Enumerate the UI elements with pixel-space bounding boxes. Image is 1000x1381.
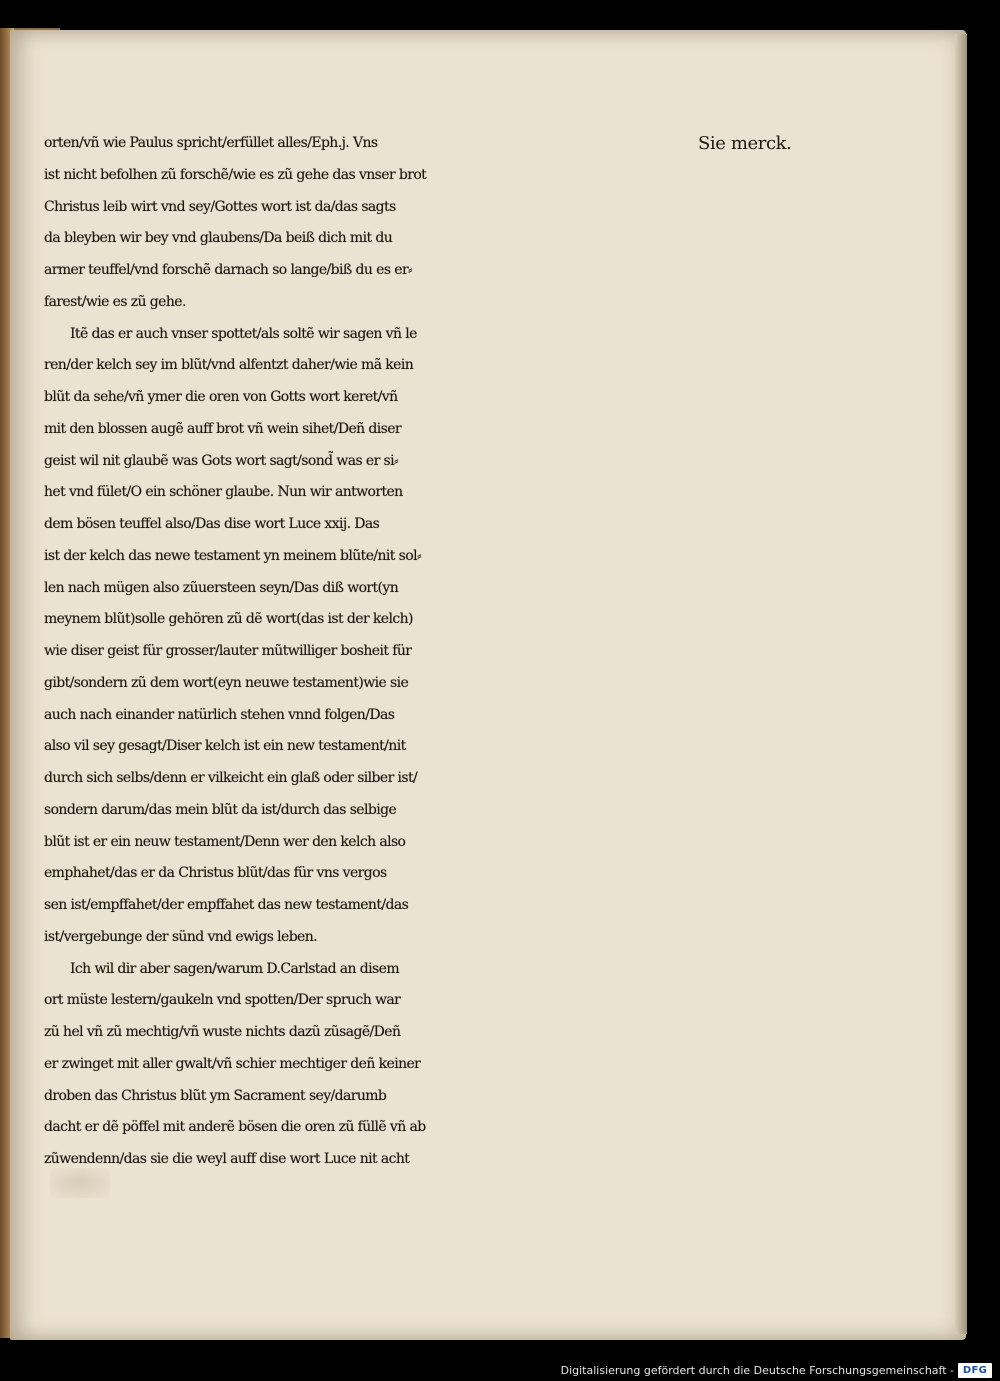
text-line: sondern darum/das mein blũt da ist/durch das selbige bbox=[44, 801, 397, 818]
text-line: droben das Christus blũt ym Sacrament sey/darumb bbox=[44, 1087, 387, 1104]
text-line: Itẽ das er auch vnser spottet/als soltẽ wir sagen vñ le bbox=[70, 325, 417, 342]
page-smudge bbox=[50, 1168, 110, 1198]
text-line: also vil sey gesagt/Diser kelch ist ein new testament/nit bbox=[44, 738, 406, 755]
text-line: Ich wil dir aber sagen/warum D.Carlstad an disem bbox=[70, 960, 399, 977]
text-line: dem bösen teuffel also/Das dise wort Luce xxij. Das bbox=[44, 516, 380, 532]
text-line: emphahet/das er da Christus blũt/das für vns vergos bbox=[44, 865, 387, 882]
text-line: ren/der kelch sey im blũt/vnd alfentzt daher/wie mã kein bbox=[44, 357, 414, 374]
marginal-note: Sie merck. bbox=[698, 133, 792, 154]
text-line: armer teuffel/vnd forschẽ darnach so lange/biß du es er⸗ bbox=[44, 262, 413, 278]
text-line: dacht er dẽ pöffel mit anderẽ bösen die oren zũ füllẽ vñ ab bbox=[44, 1119, 426, 1136]
text-line: wie diser geist für grosser/lauter mũtwilliger bosheit für bbox=[44, 643, 412, 659]
text-line: zũ hel vñ zũ mechtig/vñ wuste nichts dazũ zũsagẽ/Deñ bbox=[44, 1024, 401, 1040]
text-line: gibt/sondern zũ dem wort(eyn neuwe testament)wie sie bbox=[44, 674, 409, 691]
text-line: ist der kelch das newe testament yn meinem blũte/nit sol⸗ bbox=[44, 547, 422, 564]
text-line: da bleyben wir bey vnd glaubens/Da beiß dich mit du bbox=[44, 230, 393, 247]
text-line: durch sich selbs/denn er vilkeicht ein glaß oder silber ist/ bbox=[44, 770, 418, 786]
text-line: auch nach einander natürlich stehen vnnd folgen/Das bbox=[44, 706, 395, 723]
dfg-logo-text: DFG bbox=[962, 1365, 988, 1376]
text-line: het vnd fület/O ein schöner glaube. Nun wir antworten bbox=[44, 484, 403, 501]
text-line: er zwinget mit aller gwalt/vñ schier mechtiger deñ keiner bbox=[44, 1055, 421, 1072]
text-line: ist/vergebunge der sünd vnd ewigs leben. bbox=[44, 928, 318, 945]
text-line: ist nicht befolhen zũ forschẽ/wie es zũ gehe das vnser brot bbox=[44, 166, 427, 183]
text-line: ort müste lestern/gaukeln vnd spotten/Der spruch war bbox=[44, 992, 401, 1009]
text-line: meynem blũt)solle gehören zũ dẽ wort(das ist der kelch) bbox=[44, 611, 413, 628]
text-line: sen ist/empffahet/der empffahet das new testament/das bbox=[44, 897, 409, 913]
dfg-logo bbox=[958, 1363, 992, 1378]
footer-credit: Digitalisierung gefördert durch die Deutsche Forschungsgemeinschaft - bbox=[560, 1364, 954, 1377]
text-line: blũt ist er ein neuw testament/Denn wer den kelch also bbox=[44, 833, 406, 850]
text-line: farest/wie es zũ gehe. bbox=[44, 293, 186, 310]
text-line: blũt da sehe/vñ ymer die oren von Gotts wort keret/vñ bbox=[44, 389, 398, 405]
text-line: Christus leib wirt vnd sey/Gottes wort ist da/das sagts bbox=[44, 198, 396, 215]
text-line: orten/vñ wie Paulus spricht/erfüllet alles/Eph.j. Vns bbox=[44, 135, 378, 151]
text-line: geist wil nit glaubẽ was Gots wort sagt/sond̃ was er si⸗ bbox=[44, 452, 399, 469]
text-line: mit den blossen augẽ auff brot vñ wein sihet/Deñ diser bbox=[44, 420, 402, 437]
text-line: len nach mügen also zũuersteen seyn/Das diß wort(yn bbox=[44, 579, 399, 596]
page-edge bbox=[955, 34, 967, 1334]
page-text-block bbox=[44, 128, 704, 1176]
text-line: zũwendenn/das sie die weyl auff dise wort Luce nit acht bbox=[44, 1151, 410, 1167]
